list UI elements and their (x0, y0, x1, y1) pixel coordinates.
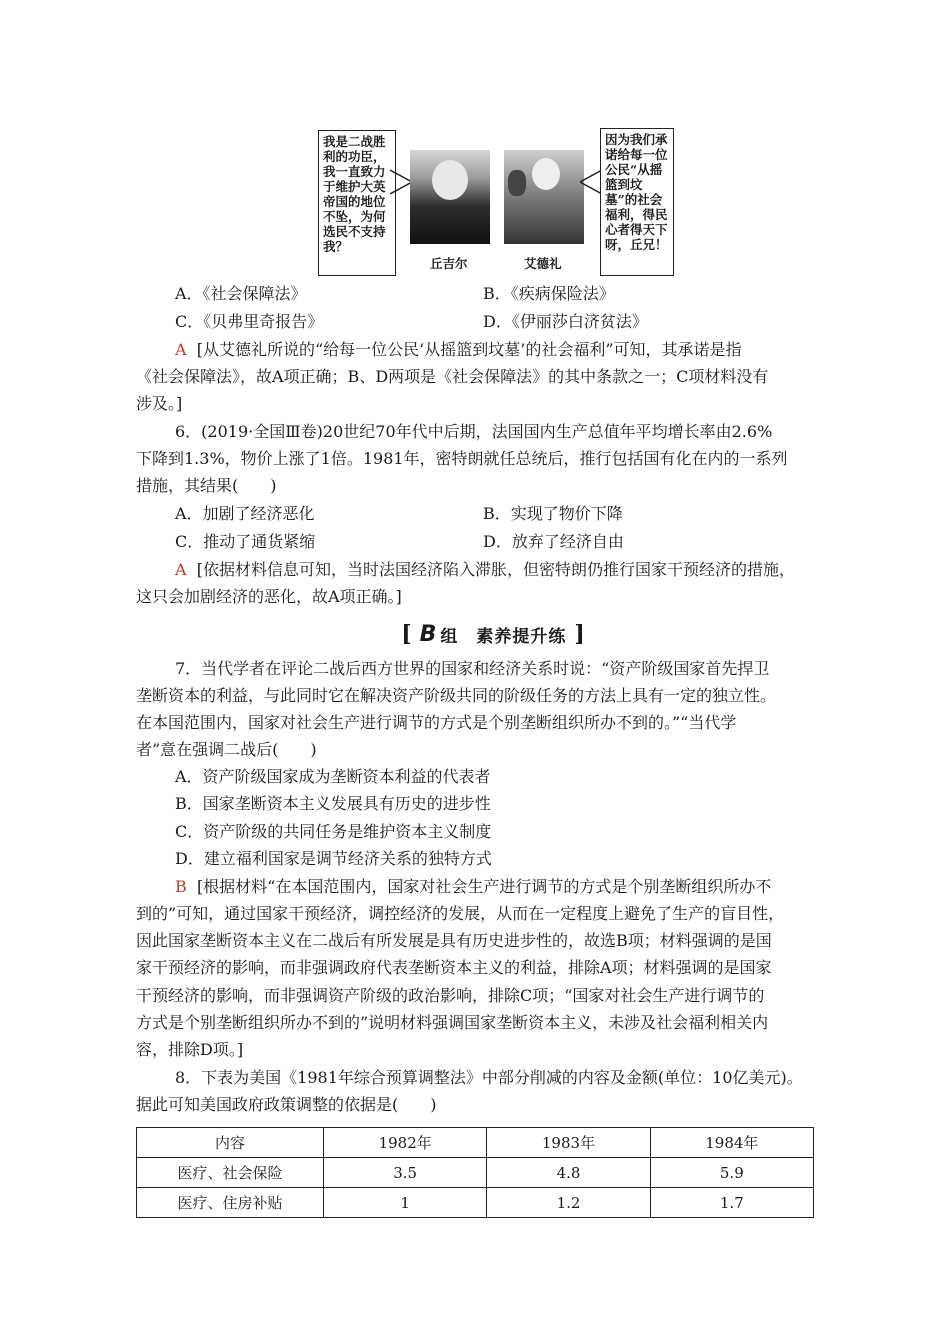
q7-option-a: A．资产阶级国家成为垄断资本利益的代表者 (175, 767, 491, 786)
q8-stem-2: 据此可知美国政府政策调整的依据是( ) (136, 1095, 437, 1114)
q7-explanation-7: 容，排除D项。] (136, 1040, 244, 1059)
section-header (397, 622, 589, 646)
q5-explanation-3: 涉及。] (136, 394, 183, 413)
churchill-speech-bubble: 我是二战胜利的功臣，我一直致力于维护大英帝国的地位不坠，为何选民不支持我？ (318, 130, 396, 276)
q7-option-d: D．建立福利国家是调节经济关系的独特方式 (175, 849, 492, 868)
table-cell: 医疗、住房补贴 (137, 1188, 324, 1218)
q6-option-d: D．放弃了经济自由 (483, 532, 624, 551)
table-row (137, 1188, 814, 1218)
table-cell: 1.7 (650, 1188, 813, 1218)
q7-option-c: C．资产阶级的共同任务是维护资本主义制度 (175, 822, 492, 841)
q5-answer: A (175, 340, 187, 359)
q8-stem-1: 8．下表为美国《1981年综合预算调整法》中部分削减的内容及金额(单位：10亿美元)。 (175, 1068, 803, 1087)
q7-explanation-3: 因此国家垄断资本主义在二战后有所发展是具有历史进步性的，故选B项；材料强调的是国 (136, 931, 772, 950)
table-cell: 1 (324, 1188, 487, 1218)
q7-explanation-4: 家干预经济的影响，而非强调政府代表垄断资本主义的利益，排除A项；材料强调的是国家 (136, 958, 772, 977)
q6-stem-2: 下降到1.3%，物价上涨了1倍。1981年，密特朗就任总统后，推行包括国有化在内的一系列 (136, 449, 788, 468)
q7-explanation-5: 干预经济的影响，而非强调资产阶级的政治影响，排除C项；“国家对社会生产进行调节的 (136, 986, 765, 1005)
attlee-speech-bubble: 因为我们承诺给每一位公民“从摇篮到坟墓”的社会福利，得民心者得天下呀，丘兄！ (600, 128, 674, 276)
churchill-caption: 丘吉尔 (430, 256, 468, 271)
q5-option-a: A．《社会保障法》 (175, 284, 307, 303)
section-left-bracket: [ (401, 621, 412, 647)
table-row (137, 1158, 814, 1188)
q7-answer: B (175, 877, 187, 896)
table-header-cell: 1984年 (650, 1128, 813, 1158)
q7-option-b: B．国家垄断资本主义发展具有历史的进步性 (175, 794, 491, 813)
q5-explanation-1: [从艾德礼所说的“给每一位公民‘从摇篮到坟墓’的社会福利”可知，其承诺是指 (196, 340, 742, 359)
table-cell: 5.9 (650, 1158, 813, 1188)
table-header-cell: 1983年 (487, 1128, 650, 1158)
q6-stem-3: 措施，其结果( ) (136, 476, 277, 495)
q7-explanation-line (175, 876, 771, 898)
q6-explanation-1: [依据材料信息可知，当时法国经济陷入滞胀，但密特朗仍推行国家干预经济的措施， (196, 560, 795, 579)
q7-explanation-2: 到的”可知，通过国家干预经济，调控经济的发展，从而在一定程度上避免了生产的盲目性， (136, 904, 785, 923)
table-cell: 1.2 (487, 1188, 650, 1218)
table-header-cell: 内容 (137, 1128, 324, 1158)
q5-option-d: D．《伊丽莎白济贫法》 (483, 312, 648, 331)
q5-option-c: C．《贝弗里奇报告》 (175, 312, 324, 331)
q6-option-a: A．加剧了经济恶化 (175, 504, 315, 523)
table-header-cell: 1982年 (324, 1128, 487, 1158)
cartoon-figure (318, 128, 672, 276)
q6-explanation-line (175, 559, 795, 581)
q5-option-b: B．《疾病保险法》 (483, 284, 615, 303)
table-cell: 医疗、社会保险 (137, 1158, 324, 1188)
q5-explanation-2: 《社会保障法》，故A项正确；B、D两项是《社会保障法》的其中条款之一；C项材料没有 (136, 367, 769, 386)
q7-stem-4: 者”意在强调二战后( ) (136, 740, 317, 759)
table-header-row (137, 1128, 814, 1158)
section-group-letter: B (419, 621, 437, 647)
q7-explanation-6: 方式是个别垄断组织所办不到的”说明材料强调国家垄断资本主义，未涉及社会福利相关内 (136, 1013, 769, 1032)
q6-stem-1: 6．(2019·全国Ⅲ卷)20世纪70年代中后期，法国国内生产总值年平均增长率由2.6% (175, 422, 773, 441)
q7-stem-1: 7．当代学者在评论二战后西方世界的国家和经济关系时说：“资产阶级国家首先捍卫 (175, 659, 770, 678)
q6-option-c: C．推动了通货紧缩 (175, 532, 316, 551)
q6-explanation-2: 这只会加剧经济的恶化，故A项正确。] (136, 587, 402, 606)
attlee-photo (504, 150, 584, 244)
table-cell: 3.5 (324, 1158, 487, 1188)
attlee-caption: 艾德礼 (524, 256, 562, 271)
q6-option-b: B．实现了物价下降 (483, 504, 623, 523)
budget-cut-table (136, 1127, 814, 1218)
churchill-photo (410, 150, 490, 244)
section-right-bracket: ] (574, 621, 585, 647)
q7-stem-2: 垄断资本的利益，与此同时它在解决资产阶级共同的阶级任务的方法上具有一定的独立性。 (136, 686, 777, 705)
q7-explanation-1: [根据材料“在本国范围内，国家对社会生产进行调节的方式是个别垄断组织所办不 (196, 877, 772, 896)
table-cell: 4.8 (487, 1158, 650, 1188)
section-title: 组 素养提升练 (440, 626, 567, 647)
q5-explanation-line (175, 339, 742, 361)
q7-stem-3: 在本国范围内，国家对社会生产进行调节的方式是个别垄断组织所办不到的。”“当代学 (136, 713, 737, 732)
q6-answer: A (175, 560, 187, 579)
